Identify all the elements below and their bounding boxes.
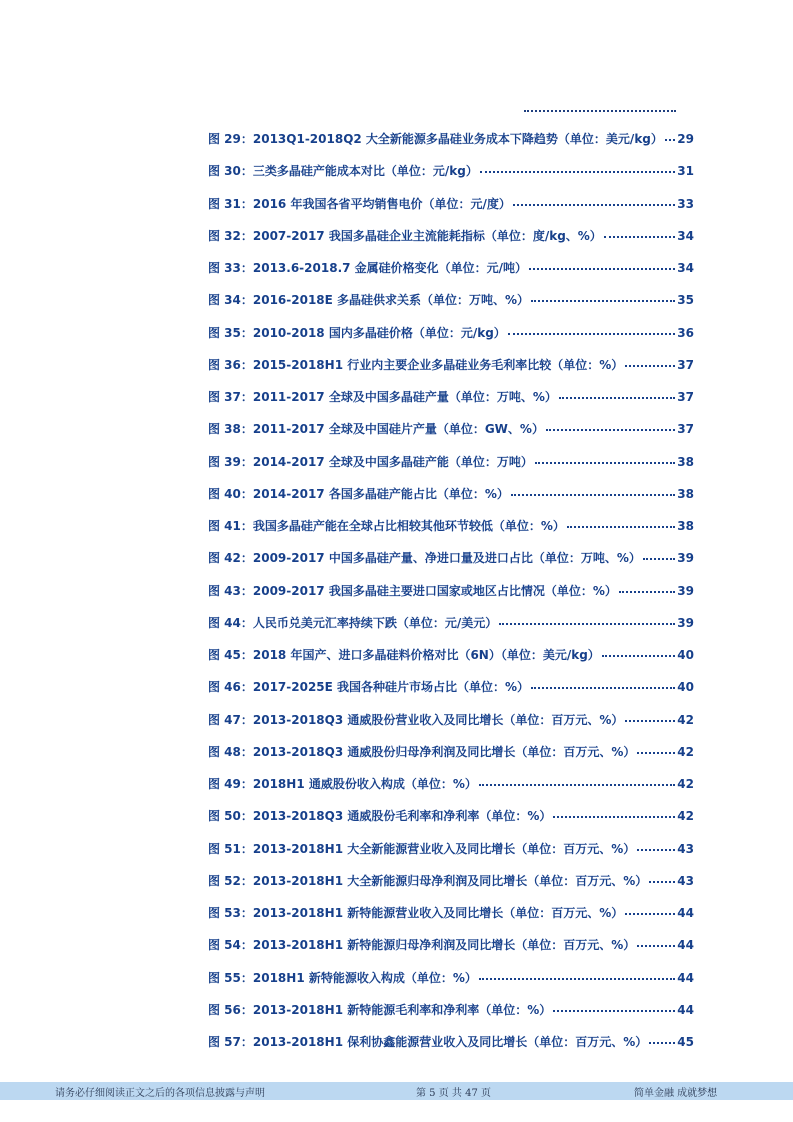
toc-entry-label: 图 44：人民币兑美元汇率持续下跌（单位：元/美元） bbox=[208, 615, 498, 630]
toc-entry[interactable] bbox=[208, 291, 694, 323]
toc-entry-page: 38 bbox=[677, 519, 694, 533]
toc-entry-label: 图 43：2009-2017 我国多晶硅主要进口国家或地区占比情况（单位：%） bbox=[208, 583, 617, 598]
toc-entry-label: 图 31：2016 年我国各省平均销售电价（单位：元/度） bbox=[208, 196, 511, 211]
toc-entry-page: 34 bbox=[677, 228, 694, 243]
toc-entry-page: 39 bbox=[677, 551, 694, 566]
dot-leader bbox=[637, 944, 675, 947]
toc-entry-page: 37 bbox=[677, 422, 694, 437]
toc-entry-label: 图 49：2018H1 通威股份收入构成（单位：%） bbox=[208, 777, 477, 791]
footer-disclaimer: 请务必仔细阅读正文之后的各项信息披露与声明 bbox=[55, 1087, 265, 1099]
toc-entry[interactable] bbox=[208, 549, 694, 581]
toc-entry-label: 图 37：2011-2017 全球及中国多晶硅产量（单位：万吨、%） bbox=[208, 390, 557, 404]
toc-entry-page: 33 bbox=[677, 196, 694, 211]
dot-leader bbox=[479, 783, 675, 786]
dot-leader bbox=[508, 332, 676, 335]
dot-leader bbox=[513, 203, 675, 206]
toc-entry-label: 图 45：2018 年国产、进口多晶硅料价格对比（6N）（单位：美元/kg） bbox=[208, 648, 600, 662]
dot-leader bbox=[531, 299, 675, 302]
toc-entry-page: 34 bbox=[677, 261, 694, 275]
dot-leader bbox=[604, 235, 675, 238]
dot-leader bbox=[625, 719, 675, 722]
toc-entry-page: 40 bbox=[677, 648, 694, 662]
dot-leader bbox=[480, 170, 675, 173]
toc-entry[interactable] bbox=[208, 517, 694, 549]
toc-entry[interactable] bbox=[208, 614, 694, 646]
toc-entry-page: 38 bbox=[677, 454, 694, 469]
toc-entry[interactable] bbox=[208, 936, 694, 968]
toc-entry-page: 43 bbox=[677, 873, 694, 888]
dot-leader bbox=[625, 912, 675, 915]
dot-leader bbox=[665, 138, 675, 141]
toc-entry-label: 图 33：2013.6-2018.7 金属硅价格变化（单位：元/吨） bbox=[208, 261, 528, 275]
toc-entry-label: 图 55：2018H1 新特能源收入构成（单位：%） bbox=[208, 970, 477, 985]
toc-entry-page: 44 bbox=[677, 1002, 694, 1017]
dot-leader bbox=[643, 557, 675, 560]
dot-leader bbox=[499, 622, 675, 625]
toc-entry[interactable] bbox=[208, 711, 694, 743]
toc-entry[interactable] bbox=[208, 1001, 694, 1033]
toc-entry-label: 图 29：2013Q1-2018Q2 大全新能源多晶硅业务成本下降趋势（单位：美元/kg） bbox=[208, 132, 663, 146]
toc-entry[interactable] bbox=[208, 775, 694, 807]
toc-entry-label: 图 57：2013-2018H1 保利协鑫能源营业收入及同比增长（单位：百万元、%） bbox=[208, 1035, 648, 1049]
dot-leader bbox=[559, 396, 675, 399]
toc-entry-page: 40 bbox=[677, 680, 694, 695]
toc-entry-label: 图 30：三类多晶硅产能成本对比（单位：元/kg） bbox=[208, 164, 478, 179]
toc-entry[interactable] bbox=[208, 969, 694, 1001]
dot-leader bbox=[637, 848, 675, 851]
dot-leader bbox=[535, 461, 675, 464]
toc-entry-label: 图 51：2013-2018H1 大全新能源营业收入及同比增长（单位：百万元、%） bbox=[208, 841, 636, 856]
toc-entry-page: 29 bbox=[677, 132, 694, 146]
toc-entry-label: 图 40：2014-2017 各国多晶硅产能占比（单位：%） bbox=[208, 486, 509, 501]
toc-entry-page: 43 bbox=[677, 841, 694, 856]
toc-entry-label: 图 32：2007-2017 我国多晶硅企业主流能耗指标（单位：度/kg、%） bbox=[208, 228, 602, 243]
toc-entry[interactable] bbox=[208, 162, 694, 194]
toc-entry-page: 42 bbox=[677, 777, 694, 791]
toc-entry-label: 图 50：2013-2018Q3 通威股份毛利率和净利率（单位：%） bbox=[208, 809, 552, 824]
dot-leader bbox=[553, 1009, 675, 1012]
dot-leader bbox=[567, 525, 675, 528]
toc-entry-label: 图 36：2015-2018H1 行业内主要企业多晶硅业务毛利率比较（单位：%） bbox=[208, 357, 624, 372]
toc-entry[interactable] bbox=[208, 259, 694, 291]
toc-entry-label: 图 47：2013-2018Q3 通威股份营业收入及同比增长（单位：百万元、%） bbox=[208, 712, 624, 727]
toc-entry-page: 39 bbox=[677, 583, 694, 598]
toc-entry-label: 图 39：2014-2017 全球及中国多晶硅产能（单位：万吨） bbox=[208, 454, 533, 469]
toc-entry-page: 42 bbox=[677, 809, 694, 824]
toc-entry-page: 44 bbox=[677, 906, 694, 920]
toc-entry[interactable] bbox=[208, 227, 694, 259]
dot-leader bbox=[649, 1041, 675, 1044]
dot-leader bbox=[479, 977, 675, 980]
toc-entry[interactable] bbox=[208, 807, 694, 839]
toc-entry-page: 42 bbox=[677, 712, 694, 727]
dot-leader bbox=[529, 267, 675, 270]
leader-dots-continuation bbox=[524, 104, 676, 112]
toc-entry[interactable] bbox=[208, 195, 694, 227]
dot-leader bbox=[625, 364, 675, 367]
toc-entry[interactable] bbox=[208, 678, 694, 710]
toc-entry[interactable] bbox=[208, 324, 694, 356]
toc-entry[interactable] bbox=[208, 485, 694, 517]
dot-leader bbox=[531, 686, 675, 689]
toc-entry-label: 图 53：2013-2018H1 新特能源营业收入及同比增长（单位：百万元、%） bbox=[208, 906, 624, 920]
toc-entry-label: 图 34：2016-2018E 多晶硅供求关系（单位：万吨、%） bbox=[208, 293, 530, 308]
footer-slogan: 简单金融 成就梦想 bbox=[634, 1087, 718, 1099]
toc-entry-label: 图 52：2013-2018H1 大全新能源归母净利润及同比增长（单位：百万元、%） bbox=[208, 873, 648, 888]
toc-entry-label: 图 56：2013-2018H1 新特能源毛利率和净利率（单位：%） bbox=[208, 1002, 552, 1017]
toc-entry-page: 45 bbox=[677, 1035, 694, 1049]
toc-entry[interactable] bbox=[208, 743, 694, 775]
toc-entry[interactable] bbox=[208, 1033, 694, 1065]
footer-page-number: 第 5 页 共 47 页 bbox=[416, 1087, 491, 1099]
toc-entry[interactable] bbox=[208, 582, 694, 614]
toc-entry-label: 图 35：2010-2018 国内多晶硅价格（单位：元/kg） bbox=[208, 325, 506, 340]
toc-entry-label: 图 42：2009-2017 中国多晶硅产量、净进口量及进口占比（单位：万吨、%） bbox=[208, 551, 641, 566]
dot-leader bbox=[619, 590, 675, 593]
toc-entry[interactable] bbox=[208, 388, 694, 420]
toc-entry[interactable] bbox=[208, 356, 694, 388]
toc-entry-label: 图 54：2013-2018H1 新特能源归母净利润及同比增长（单位：百万元、%） bbox=[208, 938, 636, 953]
toc-entry-page: 44 bbox=[677, 938, 694, 953]
toc-entry-label: 图 38：2011-2017 全球及中国硅片产量（单位：GW、%） bbox=[208, 422, 544, 437]
toc-entry-page: 42 bbox=[677, 744, 694, 759]
toc-entry-page: 36 bbox=[677, 325, 694, 340]
toc-entry-page: 44 bbox=[677, 970, 694, 985]
dot-leader bbox=[602, 654, 675, 657]
toc-entry-page: 38 bbox=[677, 486, 694, 501]
toc-entry[interactable] bbox=[208, 130, 694, 162]
toc-entry[interactable] bbox=[208, 872, 694, 904]
figure-table-of-contents bbox=[208, 130, 694, 1065]
toc-entry-page: 37 bbox=[677, 357, 694, 372]
dot-leader bbox=[553, 815, 675, 818]
toc-entry-label: 图 48：2013-2018Q3 通威股份归母净利润及同比增长（单位：百万元、%） bbox=[208, 744, 636, 759]
toc-entry-page: 39 bbox=[677, 615, 694, 630]
toc-entry-label: 图 41：我国多晶硅产能在全球占比相较其他环节较低（单位：%） bbox=[208, 519, 565, 533]
toc-entry[interactable] bbox=[208, 904, 694, 936]
page-footer bbox=[0, 1082, 793, 1100]
toc-entry-page: 35 bbox=[677, 293, 694, 308]
toc-entry-page: 37 bbox=[677, 390, 694, 404]
toc-entry[interactable] bbox=[208, 646, 694, 678]
toc-entry[interactable] bbox=[208, 840, 694, 872]
dot-leader bbox=[637, 751, 675, 754]
dot-leader bbox=[649, 880, 675, 883]
toc-entry-label: 图 46：2017-2025E 我国各种硅片市场占比（单位：%） bbox=[208, 680, 530, 695]
dot-leader bbox=[511, 493, 675, 496]
toc-entry[interactable] bbox=[208, 420, 694, 452]
toc-entry[interactable] bbox=[208, 453, 694, 485]
dot-leader bbox=[546, 428, 675, 431]
toc-entry-page: 31 bbox=[677, 164, 694, 179]
